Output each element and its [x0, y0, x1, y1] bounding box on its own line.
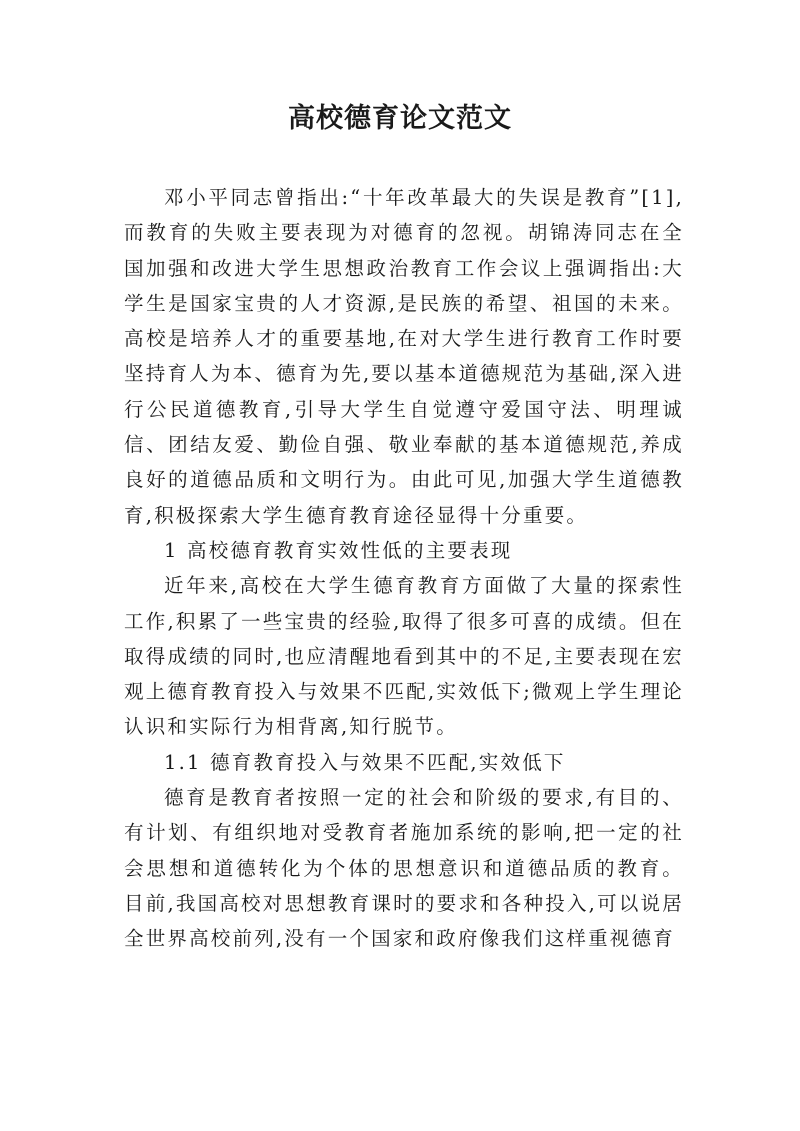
section-heading-1-1: 1.1 德育教育投入与效果不匹配,实效低下 [164, 750, 566, 774]
document-body [124, 180, 684, 957]
section-heading-1: 1 高校德育教育实效性低的主要表现 [164, 538, 513, 562]
paragraph-intro: 邓小平同志曾指出:“十年改革最大的失误是教育”[1],而教育的失败主要表现为对德育的忽视。胡锦涛同志在全国加强和改进大学生思想政治教育工作会议上强调指出:大学生是国家宝贵的人才资源,是民族的希望、祖国的未来。高校是培养人才的重要基地,在对大学生进行教育工作时要坚持育人为本、德育为先,要以基本道德规范为基础,深入进行公民道德教育,引导大学生自觉遵守爱国守法、明理诚信、团结友爱、勤俭自强、敬业奉献的基本道德规范,养成良好的道德品质和文明行为。由此可见,加强大学生道德教育,积极探索大学生德育教育途径显得十分重要。 [124, 186, 684, 527]
paragraph-section-1: 近年来,高校在大学生德育教育方面做了大量的探索性工作,积累了一些宝贵的经验,取得了很多可喜的成绩。但在取得成绩的同时,也应清醒地看到其中的不足,主要表现在宏观上德育教育投入与效果不匹配,实效低下;微观上学生理论认识和实际行为相背离,知行脱节。 [124, 574, 684, 739]
document-title: 高校德育论文范文 [288, 103, 512, 134]
paragraph-section-1-1: 德育是教育者按照一定的社会和阶级的要求,有目的、有计划、有组织地对受教育者施加系统的影响,把一定的社会思想和道德转化为个体的思想意识和道德品质的教育。目前,我国高校对思想教育课时的要求和各种投入,可以说居全世界高校前列,没有一个国家和政府像我们这样重视德育 [124, 786, 684, 951]
